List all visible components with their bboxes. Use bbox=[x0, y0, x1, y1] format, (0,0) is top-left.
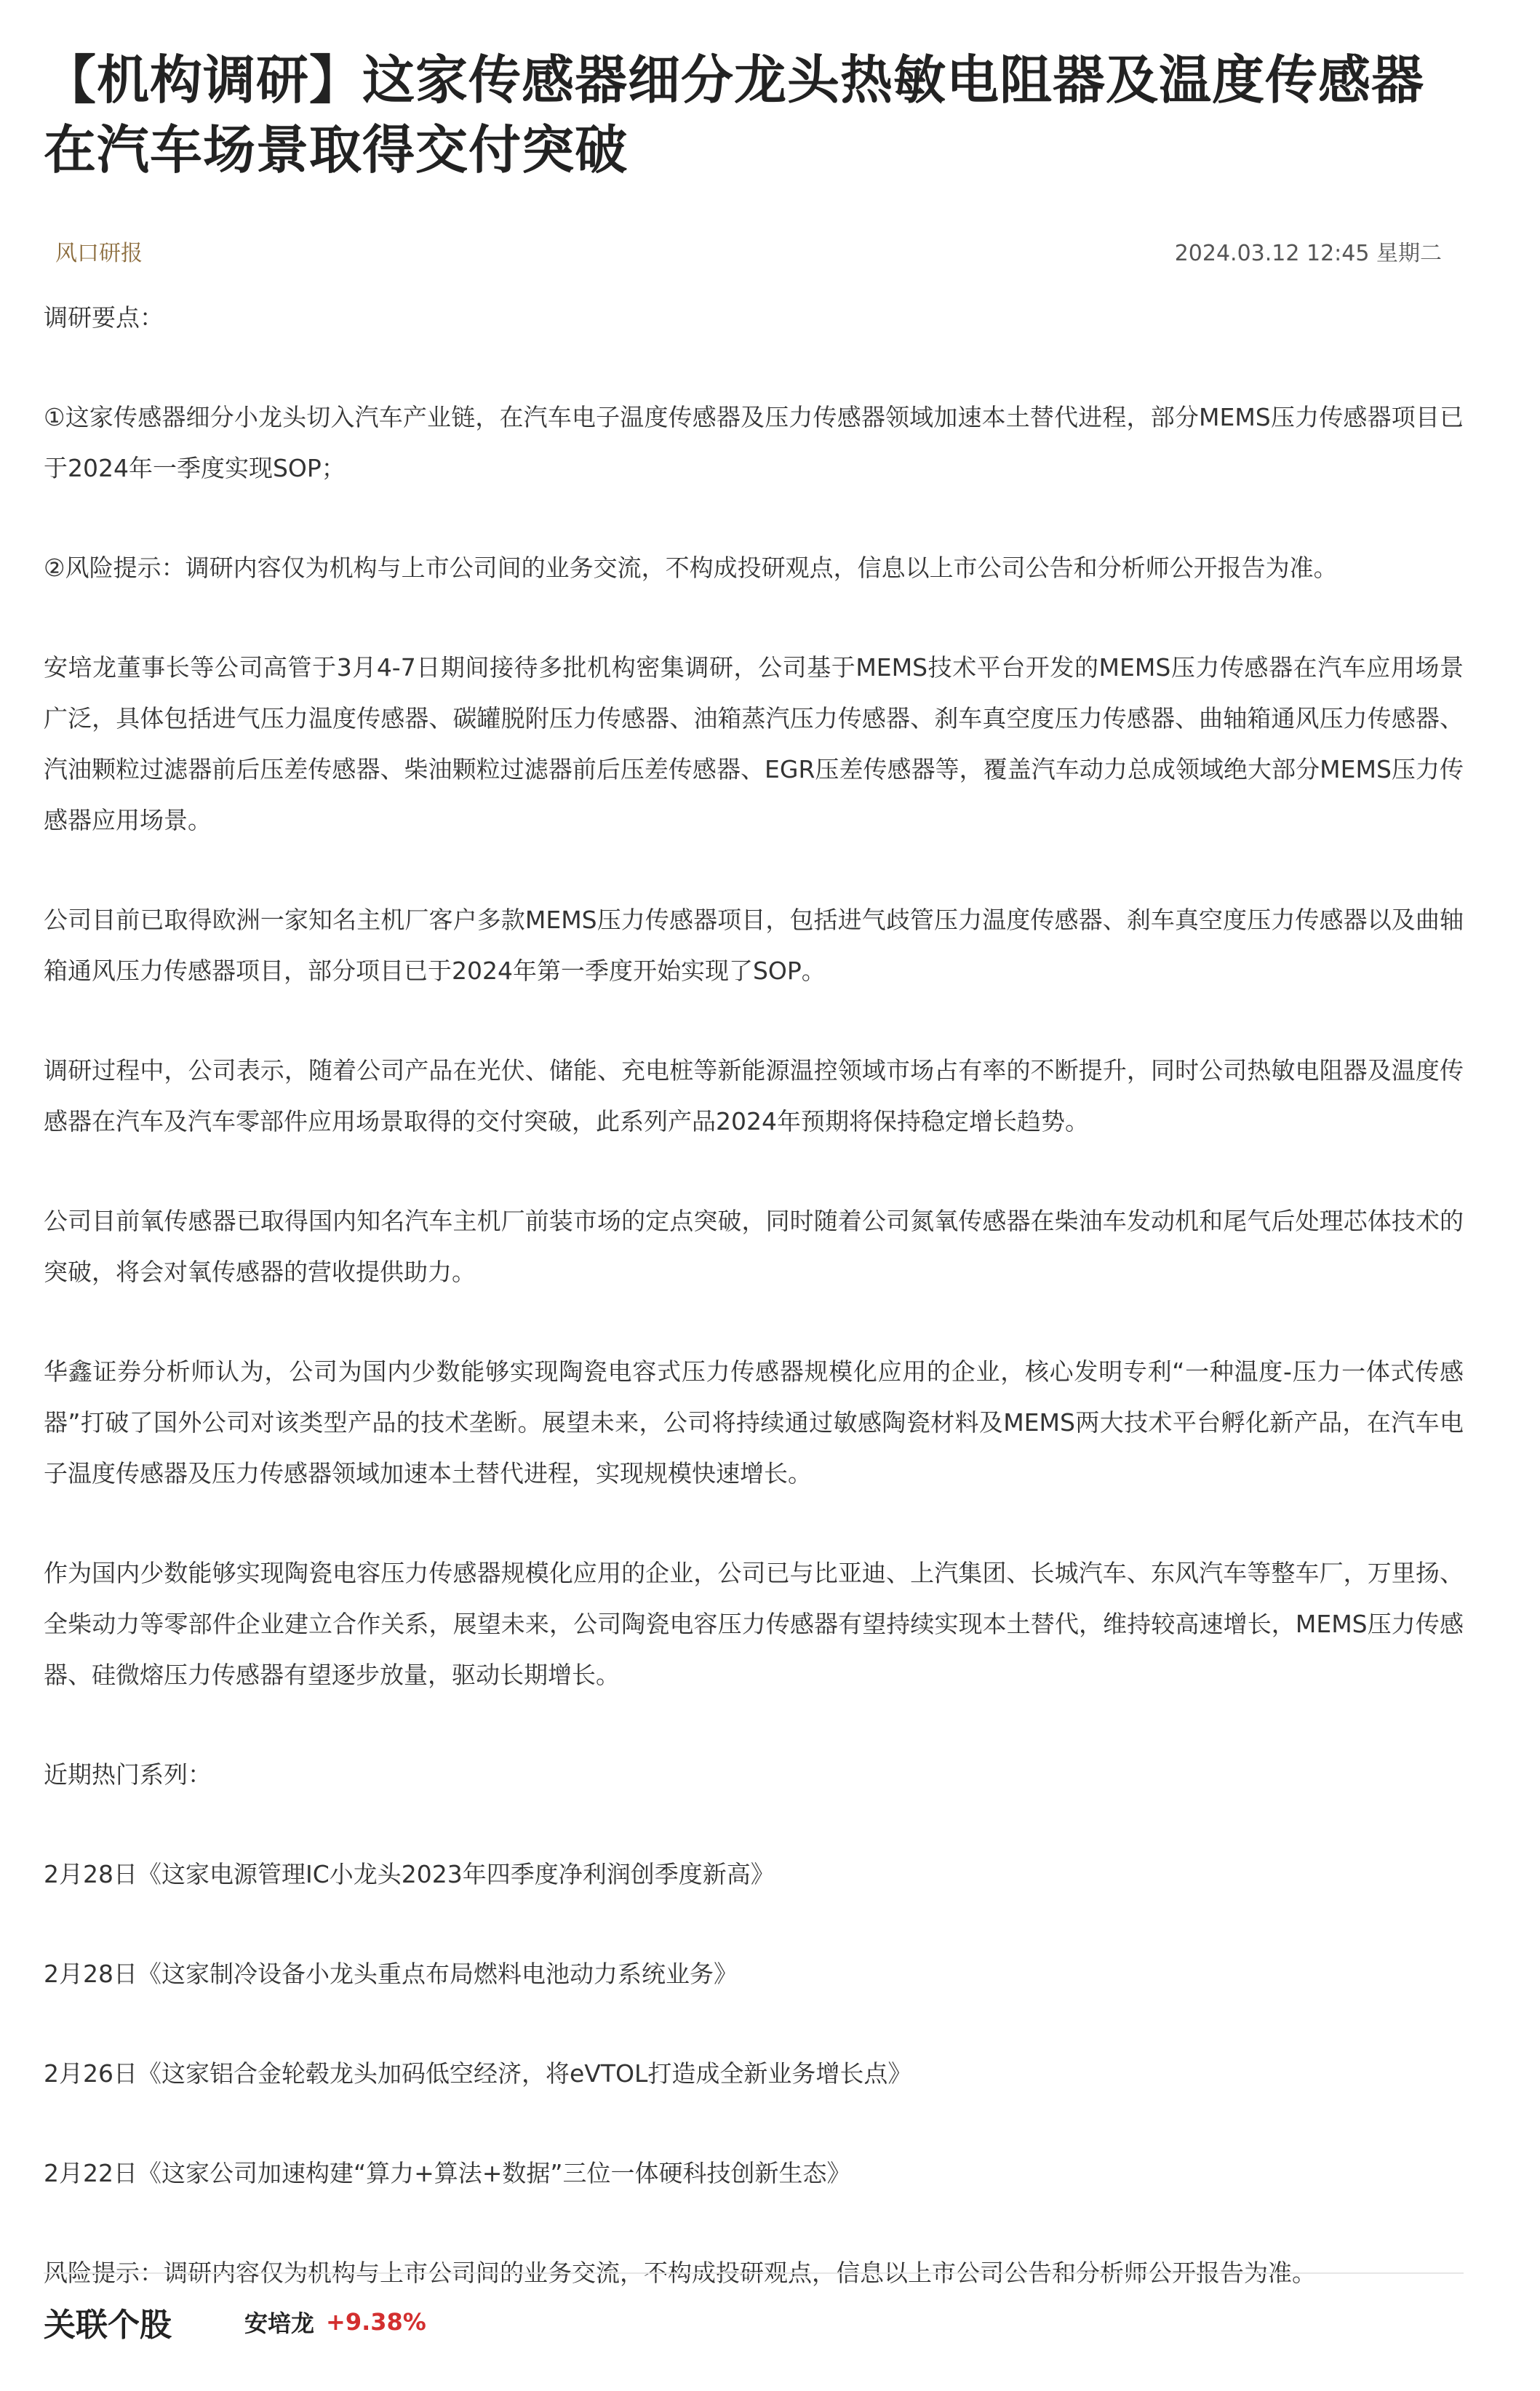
paragraph-body: 公司目前氧传感器已取得国内知名汽车主机厂前装市场的定点突破，同时随着公司氮氧传感器在柴油车发动机和尾气后处理芯体技术的突破，将会对氧传感器的营收提供助力。 bbox=[44, 1207, 1464, 1286]
source-link[interactable]: 风口研报 bbox=[55, 241, 143, 266]
recent-series-item[interactable]: 2月22日《这家公司加速构建“算力+算法+数据”三位一体硬科技创新生态》 bbox=[44, 2159, 851, 2187]
stock-chip[interactable] bbox=[244, 2305, 426, 2339]
recent-series-item[interactable]: 2月28日《这家电源管理IC小龙头2023年四季度净利润创季度新高》 bbox=[44, 1860, 775, 1888]
recent-series-item[interactable]: 2月26日《这家铝合金轮毂龙头加码低空经济，将eVTOL打造成全新业务增长点》 bbox=[44, 2059, 912, 2088]
article-body bbox=[44, 292, 1464, 2299]
paragraph-key-point-1: ①这家传感器细分小龙头切入汽车产业链，在汽车电子温度传感器及压力传感器领域加速本土替代进程，部分MEMS压力传感器项目已于2024年一季度实现SOP； bbox=[44, 403, 1464, 482]
article-meta bbox=[44, 234, 1464, 268]
stock-name: 安培龙 bbox=[244, 2310, 315, 2337]
paragraph-key-points-heading: 调研要点： bbox=[44, 303, 164, 332]
related-stocks-label: 关联个股 bbox=[44, 2307, 172, 2344]
related-stocks bbox=[44, 2299, 426, 2345]
paragraph-body: 作为国内少数能够实现陶瓷电容压力传感器规模化应用的企业，公司已与比亚迪、上汽集团、长城汽车、东风汽车等整车厂，万里扬、全柴动力等零部件企业建立合作关系，展望未来，公司陶瓷电容压力传感器有望持续实现本土替代，维持较高速增长，MEMS压力传感器、硅微熔压力传感器有望逐步放量，驱动长期增长。 bbox=[44, 1559, 1464, 1689]
recent-series-heading: 近期热门系列： bbox=[44, 1760, 212, 1789]
stock-change: +9.38% bbox=[326, 2308, 426, 2336]
paragraph-body: 公司目前已取得欧洲一家知名主机厂客户多款MEMS压力传感器项目，包括进气歧管压力温度传感器、刹车真空度压力传感器以及曲轴箱通风压力传感器项目，部分项目已于2024年第一季度开始实现了SOP。 bbox=[44, 906, 1464, 985]
paragraph-body: 华鑫证券分析师认为，公司为国内少数能够实现陶瓷电容式压力传感器规模化应用的企业，核心发明专利“一种温度-压力一体式传感器”打破了国外公司对该类型产品的技术垄断。展望未来，公司将持续通过敏感陶瓷材料及MEMS两大技术平台孵化新产品，在汽车电子温度传感器及压力传感器领域加速本土替代进程，实现规模快速增长。 bbox=[44, 1357, 1464, 1488]
paragraph-key-point-2: ②风险提示：调研内容仅为机构与上市公司间的业务交流，不构成投研观点，信息以上市公司公告和分析师公开报告为准。 bbox=[44, 554, 1338, 582]
paragraph-body: 安培龙董事长等公司高管于3月4-7日期间接待多批机构密集调研，公司基于MEMS技术平台开发的MEMS压力传感器在汽车应用场景广泛，具体包括进气压力温度传感器、碳罐脱附压力传感器、油箱蒸汽压力传感器、刹车真空度压力传感器、曲轴箱通风压力传感器、汽油颗粒过滤器前后压差传感器、柴油颗粒过滤器前后压差传感器、EGR压差传感器等，覆盖汽车动力总成领域绝大部分MEMS压力传感器应用场景。 bbox=[44, 653, 1464, 834]
section-divider bbox=[44, 2272, 1464, 2274]
paragraph-body: 调研过程中，公司表示，随着公司产品在光伏、储能、充电桩等新能源温控领域市场占有率的不断提升，同时公司热敏电阻器及温度传感器在汽车及汽车零部件应用场景取得的交付突破，此系列产品2024年预期将保持稳定增长趋势。 bbox=[44, 1056, 1464, 1135]
recent-series-item[interactable]: 2月28日《这家制冷设备小龙头重点布局燃料电池动力系统业务》 bbox=[44, 1960, 738, 1988]
article-title: 【机构调研】这家传感器细分龙头热敏电阻器及温度传感器在汽车场景取得交付突破 bbox=[44, 49, 1425, 180]
publish-datetime: 2024.03.12 12:45 星期二 bbox=[1174, 241, 1442, 266]
risk-disclaimer: 风险提示：调研内容仅为机构与上市公司间的业务交流，不构成投研观点，信息以上市公司公告和分析师公开报告为准。 bbox=[44, 2259, 1316, 2287]
